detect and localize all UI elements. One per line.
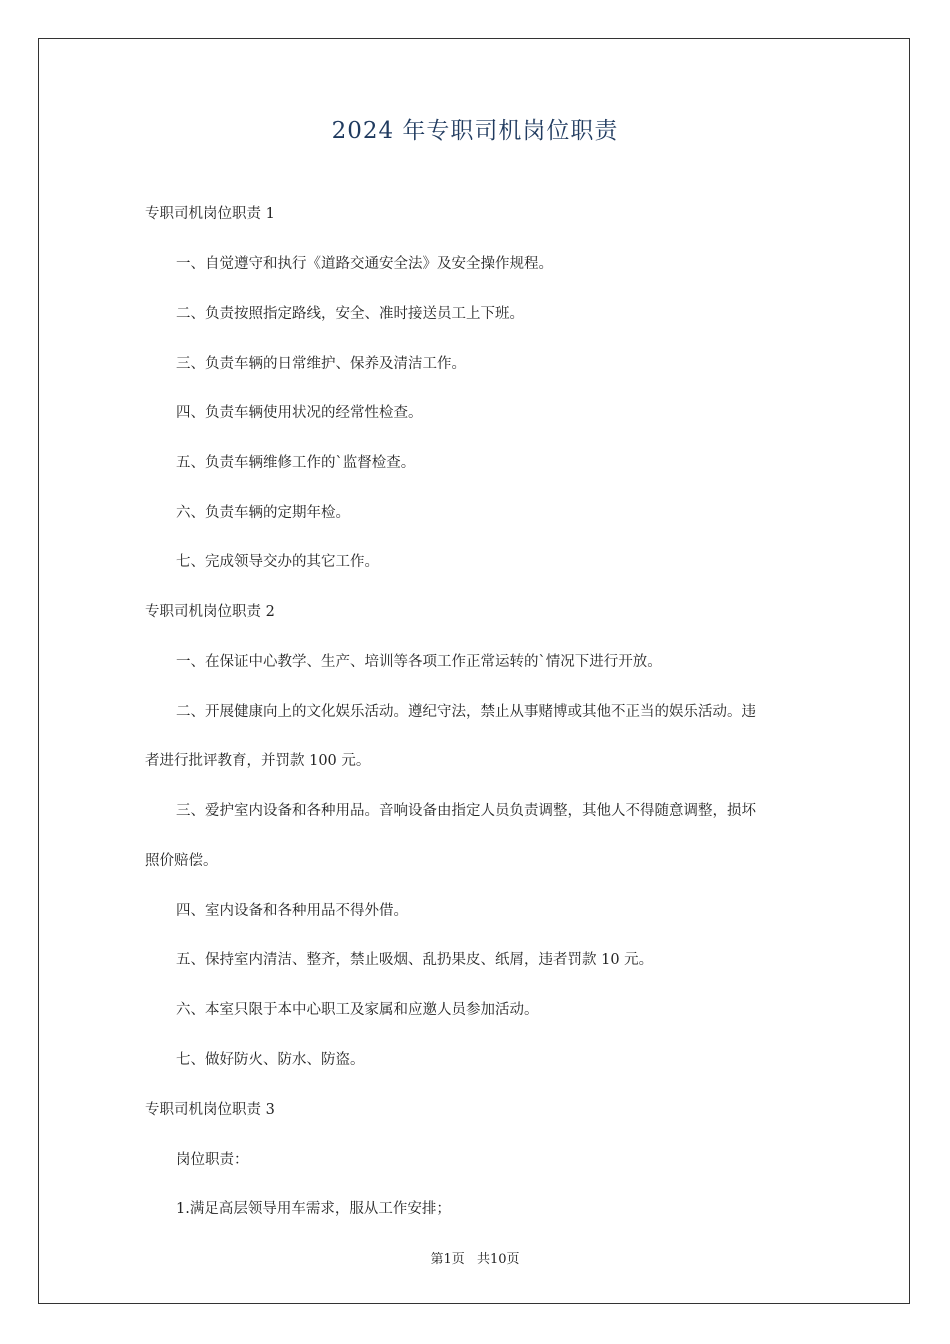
paragraph: 五、负责车辆维修工作的`监督检查。: [176, 455, 416, 471]
paragraph: 三、爱护室内设备和各种用品。音响设备由指定人员负责调整，其他人不得随意调整，损坏: [176, 803, 756, 819]
paragraph: 六、本室只限于本中心职工及家属和应邀人员参加活动。: [176, 1002, 539, 1018]
paragraph: 二、开展健康向上的文化娱乐活动。遵纪守法，禁止从事赌博或其他不正当的娱乐活动。违: [176, 704, 756, 720]
paragraph-continuation: 者进行批评教育，并罚款 100 元。: [145, 753, 371, 769]
section-heading-2: 专职司机岗位职责 2: [145, 604, 275, 620]
paragraph: 四、负责车辆使用状况的经常性检查。: [176, 405, 423, 421]
paragraph: 三、负责车辆的日常维护、保养及清洁工作。: [176, 356, 466, 372]
paragraph: 二、负责按照指定路线，安全、准时接送员工上下班。: [176, 306, 524, 322]
page-total: 共10页: [476, 1252, 520, 1267]
paragraph: 六、负责车辆的定期年检。: [176, 505, 350, 521]
paragraph: 一、自觉遵守和执行《道路交通安全法》及安全操作规程。: [176, 256, 553, 272]
section-heading-3: 专职司机岗位职责 3: [145, 1102, 275, 1118]
page-number: 第1页: [430, 1252, 465, 1267]
page-footer: [0, 1248, 950, 1267]
paragraph: 1.满足高层领导用车需求，服从工作安排；: [176, 1201, 451, 1217]
paragraph: 五、保持室内清洁、整齐，禁止吸烟、乱扔果皮、纸屑，违者罚款 10 元。: [176, 952, 654, 968]
paragraph: 七、完成领导交办的其它工作。: [176, 554, 379, 570]
paragraph: 四、室内设备和各种用品不得外借。: [176, 903, 408, 919]
paragraph-continuation: 照价赔偿。: [145, 853, 218, 869]
paragraph: 岗位职责：: [176, 1152, 249, 1168]
paragraph: 七、做好防火、防水、防盗。: [176, 1052, 365, 1068]
section-heading-1: 专职司机岗位职责 1: [145, 206, 275, 222]
paragraph: 一、在保证中心教学、生产、培训等各项工作正常运转的`情况下进行开放。: [176, 654, 662, 670]
document-title: 2024 年专职司机岗位职责: [331, 118, 619, 144]
